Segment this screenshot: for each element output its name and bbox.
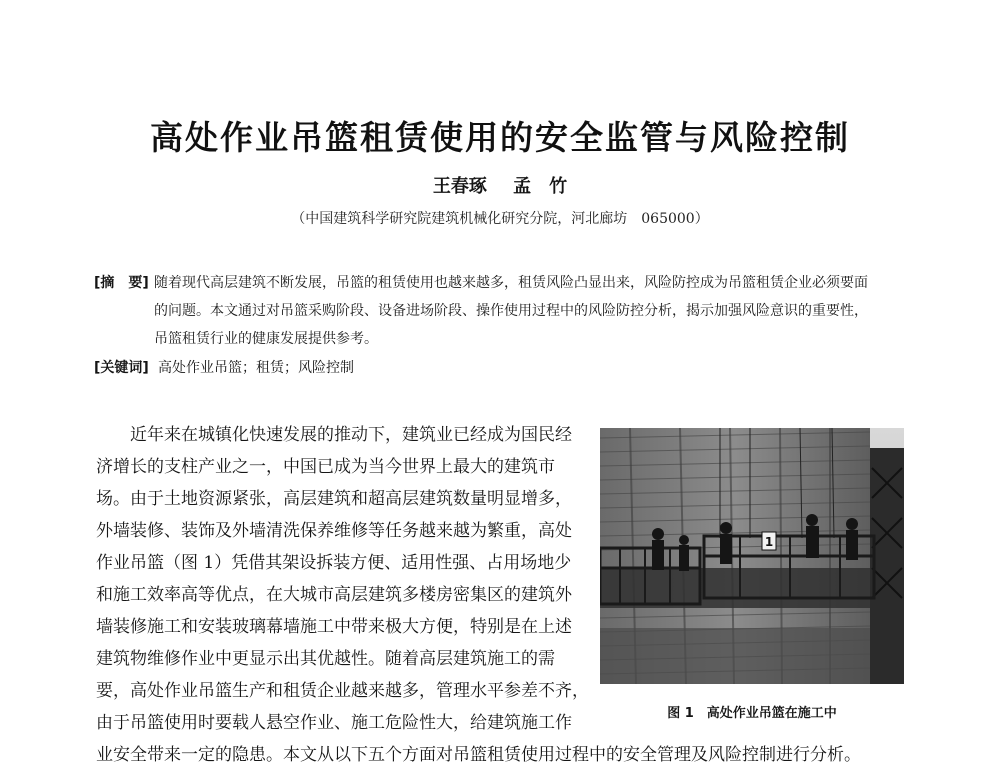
body-text-line: 近年来在城镇化快速发展的推动下，建筑业已经成为国民经	[96, 425, 572, 445]
body-text-line: 要，高处作业吊篮生产和租赁企业越来越多，管理水平参差不齐，	[96, 681, 589, 701]
body-text-line: 外墙装修、装饰及外墙清洗保养维修等任务越来越为繁重，高处	[96, 521, 572, 541]
keywords-text: 高处作业吊篮；租赁；风险控制	[158, 360, 354, 376]
author-line	[0, 172, 1000, 198]
sign-number: 1	[764, 535, 774, 549]
author-name: 孟 竹	[513, 176, 568, 197]
figure-photo	[600, 428, 904, 684]
body-text-line: 墙装修施工和安装玻璃幕墙施工中带来极大方便，特别是在上述	[96, 617, 572, 637]
abstract-line: 的问题。本文通过对吊篮采购阶段、设备进场阶段、操作使用过程中的风险防控分析，揭示加强风险意识的重要性，	[154, 303, 868, 319]
body-text-line: 场。由于土地资源紧张，高层建筑和超高层建筑数量明显增多，	[96, 489, 572, 509]
abstract-label: [摘 要]	[94, 275, 149, 291]
figure-caption: 图 1 高处作业吊篮在施工中	[667, 706, 837, 721]
abstract-line: 随着现代高层建筑不断发展，吊篮的租赁使用也越来越多，租赁风险凸显出来，风险防控成为吊篮租赁企业必须要面	[154, 275, 868, 291]
abstract-line: 吊篮租赁行业的健康发展提供参考。	[154, 331, 378, 347]
body-text-line: 济增长的支柱产业之一，中国已成为当今世界上最大的建筑市	[96, 457, 555, 477]
body-text-line: 业安全带来一定的隐患。本文从以下五个方面对吊篮租赁使用过程中的安全管理及风险控制进行分析。	[96, 745, 861, 765]
body-text-line: 建筑物维修作业中更显示出其优越性。随着高层建筑施工的需	[96, 649, 555, 669]
paper-title: 高处作业吊篮租赁使用的安全监管与风险控制	[150, 118, 850, 157]
body-text-line: 和施工效率高等优点，在大城市高层建筑多楼房密集区的建筑外	[96, 585, 572, 605]
author-name: 王春琢	[432, 176, 487, 197]
affiliation: （中国建筑科学研究院建筑机械化研究分院，河北廊坊 065000）	[291, 211, 709, 227]
keywords-label: [关键词]	[94, 360, 149, 376]
body-text-line: 作业吊篮（图 1）凭借其架设拆装方便、适用性强、占用场地少	[96, 553, 572, 573]
body-text-line: 由于吊篮使用时要载人悬空作业、施工危险性大，给建筑施工作	[96, 713, 572, 733]
